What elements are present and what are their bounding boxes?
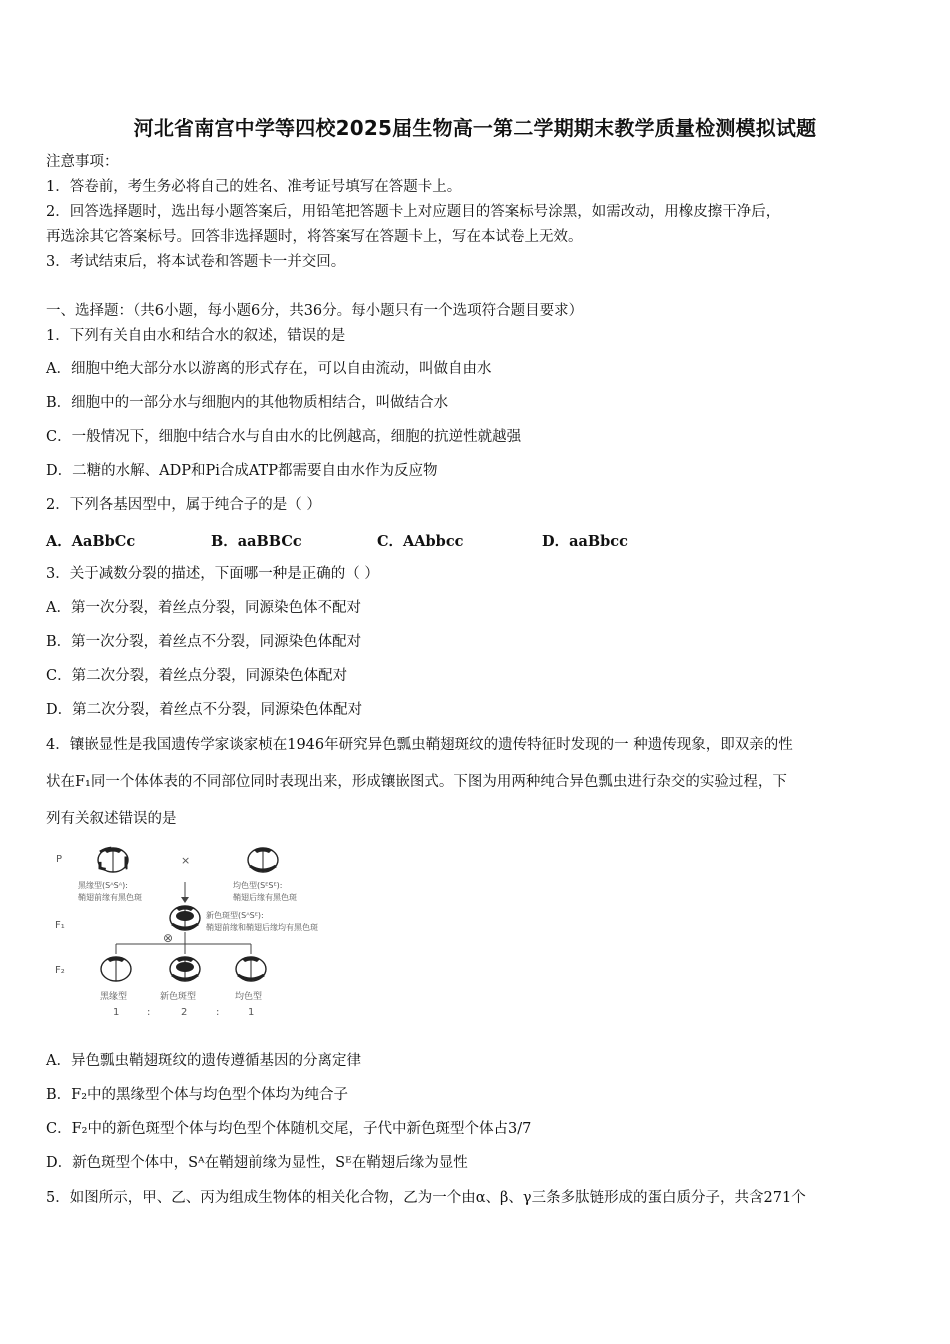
- ratio-value: 2: [181, 1007, 188, 1018]
- question-2-options: [46, 530, 686, 550]
- notice-heading: 注意事项：: [46, 154, 119, 170]
- question-2-option-a: A．AaBbCc: [46, 533, 136, 550]
- f2-label-black-margin: 黑缘型: [100, 992, 128, 1002]
- p1-description: 鞘翅前缘有黑色斑: [78, 893, 142, 902]
- ratio-value: 1: [248, 1007, 255, 1018]
- p1-type-label: 黑缘型(SᴬSᴬ):: [78, 881, 128, 890]
- section-heading: 一、选择题：（共6小题，每小题6分，共36分。每小题只有一个选项符合题目要求）: [46, 303, 584, 319]
- question-4-stem-line: 列有关叙述错误的是: [46, 811, 177, 827]
- question-1-stem: 1．下列有关自由水和结合水的叙述，错误的是: [46, 328, 346, 344]
- question-4-stem-line: 状在F₁同一个体体表的不同部位同时表现出来，形成镶嵌图式。下图为用两种纯合异色瓢虫进行杂交的实验过程，下: [46, 774, 787, 790]
- generation-f1-label: F₁: [55, 920, 65, 931]
- question-5-stem: 5．如图所示，甲、乙、丙为组成生物体的相关化合物，乙为一个由α、β、γ三条多肽链形成的蛋白质分子，共含271个: [46, 1190, 806, 1206]
- cross-symbol: ×: [181, 854, 191, 867]
- p2-description: 鞘翅后缘有黑色斑: [233, 893, 297, 902]
- f2-new-spot-beetle-icon: [170, 957, 200, 982]
- question-2-option-c: C．AAbbcc: [377, 533, 464, 550]
- question-4-option-d: D．新色斑型个体中，Sᴬ在鞘翅前缘为显性，Sᴱ在鞘翅后缘为显性: [46, 1155, 468, 1171]
- question-3-option-c: C．第二次分裂，着丝点分裂，同源染色体配对: [46, 668, 348, 684]
- question-1-option-c: C．一般情况下，细胞中结合水与自由水的比例越高，细胞的抗逆性就越强: [46, 429, 522, 445]
- question-2-stem: 2．下列各基因型中，属于纯合子的是（ ）: [46, 497, 321, 513]
- notice-item: 2．回答选择题时，选出每小题答案后，用铅笔把答题卡上对应题目的答案标号涂黑，如需改动，用橡皮擦干净后，: [46, 204, 781, 220]
- new-spot-beetle-icon: [170, 906, 200, 931]
- f1-type-label: 新色斑型(SᴬSᴱ):: [206, 911, 264, 920]
- question-1-option-a: A．细胞中绝大部分水以游离的形式存在，可以自由流动，叫做自由水: [46, 361, 492, 377]
- ladybird-cross-figure: [50, 842, 390, 1022]
- question-3-stem: 3．关于减数分裂的描述，下面哪一种是正确的（ ）: [46, 566, 379, 582]
- f2-black-margin-beetle-icon: [101, 957, 131, 982]
- uniform-color-beetle-icon: [248, 848, 278, 873]
- notice-item: 3．考试结束后，将本试卷和答题卡一并交回。: [46, 254, 346, 270]
- question-3-option-a: A．第一次分裂，着丝点分裂，同源染色体不配对: [46, 600, 361, 616]
- question-3-option-d: D．第二次分裂，着丝点不分裂，同源染色体配对: [46, 702, 363, 718]
- f2-label-uniform-color: 均色型: [235, 992, 263, 1002]
- black-margin-beetle-icon: [98, 848, 128, 873]
- question-4-stem-line: 4．镶嵌显性是我国遗传学家谈家桢在1946年研究异色瓢虫鞘翅斑纹的遗传特征时发现的一 种遗传现象，即双亲的性: [46, 737, 793, 753]
- notice-item: 1．答卷前，考生务必将自己的姓名、准考证号填写在答题卡上。: [46, 179, 462, 195]
- generation-f2-label: F₂: [55, 965, 65, 976]
- question-3-option-b: B．第一次分裂，着丝点不分裂，同源染色体配对: [46, 634, 362, 650]
- question-4-option-c: C．F₂中的新色斑型个体与均色型个体随机交尾，子代中新色斑型个体占3/7: [46, 1121, 532, 1137]
- question-2-option-d: D．aaBbcc: [542, 533, 628, 550]
- notice-item: 再选涂其它答案标号。回答非选择题时，将答案写在答题卡上，写在本试卷上无效。: [46, 229, 583, 245]
- selfing-symbol: ⊗: [163, 931, 174, 945]
- p2-type-label: 均色型(SᴱSᴱ):: [233, 881, 283, 890]
- ratio-separator: :: [147, 1007, 151, 1018]
- page-title: 河北省南宫中学等四校2025届生物高一第二学期期末教学质量检测模拟试题: [133, 116, 817, 140]
- question-1-option-b: B．细胞中的一部分水与细胞内的其他物质相结合，叫做结合水: [46, 395, 449, 411]
- question-1-option-d: D．二糖的水解、ADP和Pi合成ATP都需要自由水作为反应物: [46, 463, 438, 479]
- f2-uniform-color-beetle-icon: [236, 957, 266, 982]
- ratio-separator: :: [216, 1007, 220, 1018]
- question-4-option-b: B．F₂中的黑缘型个体与均色型个体均为纯合子: [46, 1087, 349, 1103]
- generation-p-label: P: [56, 854, 63, 865]
- question-4-option-a: A．异色瓢虫鞘翅斑纹的遗传遵循基因的分离定律: [46, 1053, 361, 1069]
- arrow-head-icon: [181, 897, 189, 903]
- f2-label-new-spot: 新色斑型: [160, 992, 197, 1002]
- f1-description: 鞘翅前缘和鞘翅后缘均有黑色斑: [206, 923, 318, 932]
- question-2-option-b: B．aaBBCc: [211, 533, 302, 550]
- ratio-value: 1: [113, 1007, 120, 1018]
